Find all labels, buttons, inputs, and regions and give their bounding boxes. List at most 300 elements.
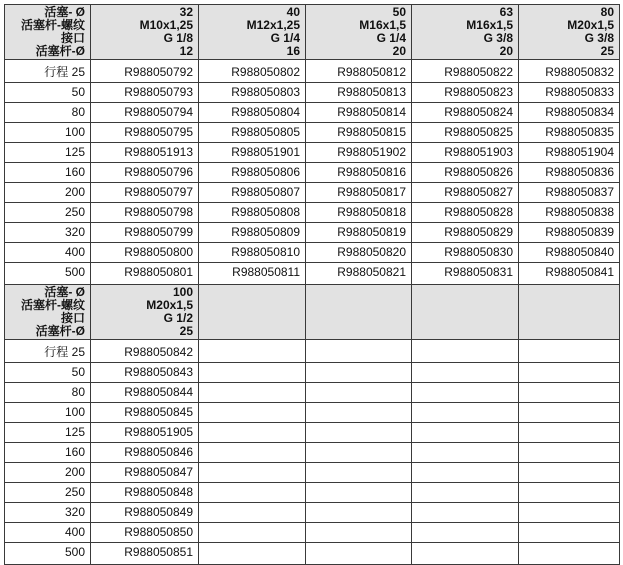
empty-cell — [204, 343, 300, 362]
stroke-value-wrap — [10, 383, 85, 402]
part-number-cell — [412, 143, 519, 163]
part-number: R988050834 — [545, 105, 614, 119]
part-number-cell — [199, 83, 306, 103]
part-number: R988050828 — [444, 205, 513, 219]
stroke-value-wrap — [10, 443, 85, 462]
table-row — [5, 543, 620, 565]
part-number: R988050840 — [545, 245, 614, 259]
size-header-cell — [91, 5, 199, 60]
stroke-cell — [5, 423, 91, 443]
part-number: R988050795 — [124, 125, 193, 139]
stroke-value: 320 — [64, 505, 85, 519]
empty-cell — [204, 423, 300, 442]
empty-cell — [311, 403, 406, 422]
part-number-cell — [412, 523, 519, 543]
stroke-cell — [5, 263, 91, 285]
part-number: R988050803 — [231, 85, 300, 99]
size-rod: 12 — [179, 44, 193, 58]
stroke-cell — [5, 503, 91, 523]
stroke-cell — [5, 60, 91, 83]
part-number-cell — [306, 363, 412, 383]
stroke-value: 400 — [64, 525, 85, 539]
part-number: R988050829 — [444, 225, 513, 239]
part-number-cell — [412, 483, 519, 503]
stroke-value: 200 — [64, 465, 85, 479]
part-number: R988050798 — [124, 205, 193, 219]
part-number-cell — [91, 463, 199, 483]
empty-cell — [311, 443, 406, 462]
table-row — [5, 223, 620, 243]
table-row — [5, 243, 620, 263]
part-number: R988050836 — [545, 165, 614, 179]
empty-cell — [417, 403, 513, 422]
stroke-cell — [5, 403, 91, 423]
size-rod: 25 — [600, 44, 614, 58]
part-number: R988050807 — [231, 185, 300, 199]
stroke-value: 80 — [71, 105, 85, 119]
empty-cell — [417, 423, 513, 442]
part-number-cell — [199, 443, 306, 463]
part-number-cell — [199, 183, 306, 203]
size-header-cell — [412, 285, 519, 340]
stroke-cell — [5, 243, 91, 263]
part-number-cell — [519, 60, 620, 83]
part-number-cell — [412, 103, 519, 123]
part-number-cell — [519, 523, 620, 543]
stroke-cell — [5, 123, 91, 143]
part-number-cell — [412, 183, 519, 203]
part-number-cell — [199, 203, 306, 223]
size-header-cell — [306, 285, 412, 340]
size-thread: M12x1,25 — [246, 18, 300, 32]
part-number-cell — [306, 340, 412, 363]
part-number-cell — [412, 423, 519, 443]
stroke-value: 100 — [64, 405, 85, 419]
part-number-cell — [519, 463, 620, 483]
stroke-cell — [5, 83, 91, 103]
part-number-cell — [199, 463, 306, 483]
block2-header-row — [5, 285, 620, 340]
part-number: R988050827 — [444, 185, 513, 199]
stroke-value-wrap — [10, 63, 85, 82]
label-piston-dia: 活塞- Ø — [44, 5, 85, 19]
empty-cell — [311, 423, 406, 442]
stroke-value: 160 — [64, 165, 85, 179]
part-number: R988050817 — [337, 185, 406, 199]
part-number: R988051904 — [545, 145, 614, 159]
table-row — [5, 443, 620, 463]
table-row — [5, 263, 620, 285]
label-rod-dia: 活塞杆-Ø — [35, 324, 85, 338]
stroke-cell — [5, 163, 91, 183]
table-row — [5, 403, 620, 423]
part-number-cell — [412, 383, 519, 403]
part-number: R988050837 — [545, 185, 614, 199]
part-number: R988050847 — [124, 465, 193, 479]
part-number-cell — [306, 463, 412, 483]
stroke-value-wrap — [10, 243, 85, 262]
stroke-value-wrap — [10, 343, 85, 362]
size-header-cell — [199, 285, 306, 340]
part-number: R988050842 — [124, 345, 193, 359]
part-number: R988050832 — [545, 65, 614, 79]
part-number-cell — [91, 443, 199, 463]
part-number: R988051905 — [124, 425, 193, 439]
part-number-cell — [199, 483, 306, 503]
part-number-cell — [306, 183, 412, 203]
part-number-cell — [199, 543, 306, 565]
stroke-cell — [5, 543, 91, 565]
stroke-value: 25 — [71, 345, 85, 359]
part-number-cell — [199, 60, 306, 83]
stroke-value-wrap — [10, 203, 85, 222]
part-number-cell — [199, 103, 306, 123]
part-number: R988051903 — [444, 145, 513, 159]
part-number-cell — [519, 203, 620, 223]
part-number: R988050848 — [124, 485, 193, 499]
part-number: R988050810 — [231, 245, 300, 259]
size-port: G 1/2 — [163, 311, 193, 325]
part-number-cell — [91, 183, 199, 203]
table-row — [5, 83, 620, 103]
empty-cell — [311, 363, 406, 382]
empty-cell — [204, 543, 300, 562]
stroke-cell — [5, 383, 91, 403]
part-number: R988050843 — [124, 365, 193, 379]
stroke-value-wrap — [10, 503, 85, 522]
part-number: R988050849 — [124, 505, 193, 519]
part-number: R988050846 — [124, 445, 193, 459]
header-label-cell — [5, 5, 91, 60]
part-number: R988051913 — [124, 145, 193, 159]
part-number-cell — [306, 383, 412, 403]
part-number: R988050799 — [124, 225, 193, 239]
label-piston-dia: 活塞- Ø — [44, 285, 85, 299]
empty-cell — [417, 383, 513, 402]
part-number-cell — [91, 83, 199, 103]
part-number-cell — [519, 263, 620, 285]
part-number: R988050845 — [124, 405, 193, 419]
part-number: R988050797 — [124, 185, 193, 199]
part-number-cell — [412, 263, 519, 285]
empty-cell — [524, 503, 614, 522]
part-number-cell — [91, 543, 199, 565]
part-number-cell — [91, 363, 199, 383]
stroke-value: 125 — [64, 425, 85, 439]
stroke-cell — [5, 103, 91, 123]
part-number-cell — [306, 83, 412, 103]
table-row — [5, 163, 620, 183]
size-piston: 50 — [392, 5, 406, 19]
size-thread: M20x1,5 — [567, 18, 614, 32]
part-number: R988050839 — [545, 225, 614, 239]
table-row — [5, 60, 620, 83]
part-number-cell — [91, 123, 199, 143]
part-number-cell — [519, 403, 620, 423]
part-number-cell — [91, 263, 199, 285]
stroke-value: 500 — [64, 265, 85, 279]
part-number: R988051902 — [337, 145, 406, 159]
table-row — [5, 103, 620, 123]
part-number-cell — [306, 403, 412, 423]
stroke-cell — [5, 483, 91, 503]
empty-cell — [204, 463, 300, 482]
table-row — [5, 143, 620, 163]
empty-cell — [204, 363, 300, 382]
empty-cell — [204, 383, 300, 402]
part-number: R988050831 — [444, 265, 513, 279]
part-number: R988050851 — [124, 545, 193, 559]
part-number-cell — [199, 340, 306, 363]
empty-cell — [417, 483, 513, 502]
size-header-cell — [519, 285, 620, 340]
part-number: R988050804 — [231, 105, 300, 119]
empty-cell — [417, 343, 513, 362]
part-number-cell — [519, 183, 620, 203]
part-number-cell — [91, 483, 199, 503]
stroke-value-wrap — [10, 123, 85, 142]
stroke-value-wrap — [10, 163, 85, 182]
part-number-cell — [199, 163, 306, 183]
stroke-cell — [5, 183, 91, 203]
table-row — [5, 503, 620, 523]
table-row — [5, 523, 620, 543]
empty-cell — [417, 523, 513, 542]
part-number-cell — [306, 203, 412, 223]
part-number-cell — [306, 543, 412, 565]
stroke-value-wrap — [10, 463, 85, 482]
size-header-cell — [199, 5, 306, 60]
part-number: R988050824 — [444, 105, 513, 119]
stroke-value: 25 — [71, 65, 85, 79]
stroke-cell — [5, 340, 91, 363]
stroke-value: 160 — [64, 445, 85, 459]
part-number-cell — [412, 503, 519, 523]
part-number-cell — [519, 123, 620, 143]
part-number-cell — [306, 483, 412, 503]
stroke-value: 500 — [64, 545, 85, 559]
part-number-cell — [519, 423, 620, 443]
size-rod: 16 — [286, 44, 300, 58]
stroke-value-wrap — [10, 183, 85, 202]
size-rod: 25 — [179, 324, 193, 338]
part-number-cell — [412, 443, 519, 463]
stroke-value-wrap — [10, 523, 85, 542]
empty-cell — [524, 343, 614, 362]
part-number-cell — [306, 443, 412, 463]
empty-cell — [311, 463, 406, 482]
empty-cell — [524, 523, 614, 542]
part-number: R988050850 — [124, 525, 193, 539]
stroke-value: 250 — [64, 485, 85, 499]
empty-cell — [311, 383, 406, 402]
stroke-value: 400 — [64, 245, 85, 259]
part-number-cell — [412, 83, 519, 103]
part-number-cell — [199, 383, 306, 403]
stroke-cell — [5, 143, 91, 163]
empty-cell — [311, 503, 406, 522]
part-number: R988050794 — [124, 105, 193, 119]
part-number-cell — [306, 523, 412, 543]
part-number-cell — [306, 163, 412, 183]
stroke-value-wrap — [10, 223, 85, 242]
cylinder-part-number-table — [4, 4, 620, 565]
part-number: R988050820 — [337, 245, 406, 259]
part-number: R988050821 — [337, 265, 406, 279]
part-number-cell — [199, 423, 306, 443]
part-number-cell — [519, 383, 620, 403]
empty-cell — [311, 483, 406, 502]
size-port: G 1/8 — [163, 31, 193, 45]
stroke-value: 80 — [71, 385, 85, 399]
part-number-cell — [519, 363, 620, 383]
part-number: R988050816 — [337, 165, 406, 179]
part-number-cell — [412, 60, 519, 83]
size-port: G 3/8 — [584, 31, 614, 45]
part-number-cell — [306, 503, 412, 523]
stroke-cell — [5, 443, 91, 463]
size-thread: M16x1,5 — [359, 18, 406, 32]
part-number-cell — [519, 483, 620, 503]
part-number-cell — [91, 383, 199, 403]
size-port: G 1/4 — [270, 31, 300, 45]
part-number-cell — [199, 143, 306, 163]
part-number: R988050844 — [124, 385, 193, 399]
part-number: R988050808 — [231, 205, 300, 219]
part-number-cell — [306, 223, 412, 243]
part-number: R988050815 — [337, 125, 406, 139]
stroke-label: 行程 — [44, 65, 69, 79]
part-number-cell — [91, 523, 199, 543]
part-number-cell — [199, 503, 306, 523]
part-number-cell — [519, 163, 620, 183]
part-number-cell — [199, 123, 306, 143]
part-number: R988050841 — [545, 265, 614, 279]
empty-cell — [417, 463, 513, 482]
empty-cell — [417, 443, 513, 462]
part-number-cell — [519, 340, 620, 363]
stroke-cell — [5, 523, 91, 543]
part-number: R988050796 — [124, 165, 193, 179]
empty-cell — [524, 363, 614, 382]
size-port: G 3/8 — [483, 31, 513, 45]
part-number: R988050802 — [231, 65, 300, 79]
part-number-cell — [199, 523, 306, 543]
part-number-cell — [306, 243, 412, 263]
empty-cell — [204, 443, 300, 462]
stroke-value: 50 — [71, 85, 85, 99]
stroke-value: 250 — [64, 205, 85, 219]
part-number: R988050838 — [545, 205, 614, 219]
size-piston: 80 — [600, 5, 614, 19]
stroke-value-wrap — [10, 483, 85, 502]
part-number-cell — [91, 203, 199, 223]
label-rod-thread: 活塞杆-螺纹 — [21, 18, 85, 32]
part-number-cell — [91, 403, 199, 423]
part-number: R988050813 — [337, 85, 406, 99]
size-port: G 1/4 — [376, 31, 406, 45]
part-number: R988050835 — [545, 125, 614, 139]
part-number-cell — [199, 263, 306, 285]
size-rod: 20 — [499, 44, 513, 58]
stroke-value: 200 — [64, 185, 85, 199]
table-row — [5, 183, 620, 203]
part-number-cell — [412, 123, 519, 143]
label-port: 接口 — [60, 311, 85, 325]
part-number: R988050814 — [337, 105, 406, 119]
stroke-value-wrap — [10, 263, 85, 282]
part-number: R988050819 — [337, 225, 406, 239]
table-row — [5, 340, 620, 363]
label-rod-thread: 活塞杆-螺纹 — [21, 298, 85, 312]
table-row — [5, 483, 620, 503]
table-row — [5, 123, 620, 143]
part-number-cell — [412, 223, 519, 243]
part-number-cell — [306, 423, 412, 443]
size-header-cell — [412, 5, 519, 60]
part-number-cell — [519, 243, 620, 263]
empty-cell — [311, 343, 406, 362]
part-number-cell — [91, 60, 199, 83]
part-number-cell — [91, 340, 199, 363]
part-number-cell — [91, 163, 199, 183]
stroke-value-wrap — [10, 403, 85, 422]
stroke-cell — [5, 363, 91, 383]
empty-cell — [204, 403, 300, 422]
empty-cell — [524, 383, 614, 402]
stroke-value: 50 — [71, 365, 85, 379]
label-port: 接口 — [60, 31, 85, 45]
stroke-value: 100 — [64, 125, 85, 139]
part-number-cell — [519, 83, 620, 103]
size-rod: 20 — [392, 44, 406, 58]
part-number-cell — [412, 363, 519, 383]
stroke-cell — [5, 223, 91, 243]
part-number-cell — [519, 103, 620, 123]
part-number-cell — [412, 463, 519, 483]
empty-cell — [524, 463, 614, 482]
part-number-cell — [91, 143, 199, 163]
part-number: R988050806 — [231, 165, 300, 179]
stroke-value-wrap — [10, 363, 85, 382]
size-piston: 32 — [179, 5, 193, 19]
part-number-cell — [306, 103, 412, 123]
part-number-cell — [519, 223, 620, 243]
label-rod-dia: 活塞杆-Ø — [35, 44, 85, 58]
empty-cell — [524, 403, 614, 422]
empty-cell — [417, 363, 513, 382]
table-row — [5, 203, 620, 223]
stroke-value-wrap — [10, 543, 85, 562]
part-number-cell — [199, 403, 306, 423]
part-number-cell — [412, 203, 519, 223]
part-number: R988050823 — [444, 85, 513, 99]
size-header-cell — [519, 5, 620, 60]
empty-cell — [204, 483, 300, 502]
empty-cell — [524, 543, 614, 562]
part-number-cell — [412, 340, 519, 363]
header-label-cell — [5, 285, 91, 340]
part-number: R988050793 — [124, 85, 193, 99]
part-number: R988050801 — [124, 265, 193, 279]
part-number-cell — [519, 443, 620, 463]
part-number-cell — [91, 103, 199, 123]
part-number: R988050812 — [337, 65, 406, 79]
size-header-cell — [306, 5, 412, 60]
part-number-cell — [519, 503, 620, 523]
part-number: R988050826 — [444, 165, 513, 179]
part-number-cell — [412, 243, 519, 263]
